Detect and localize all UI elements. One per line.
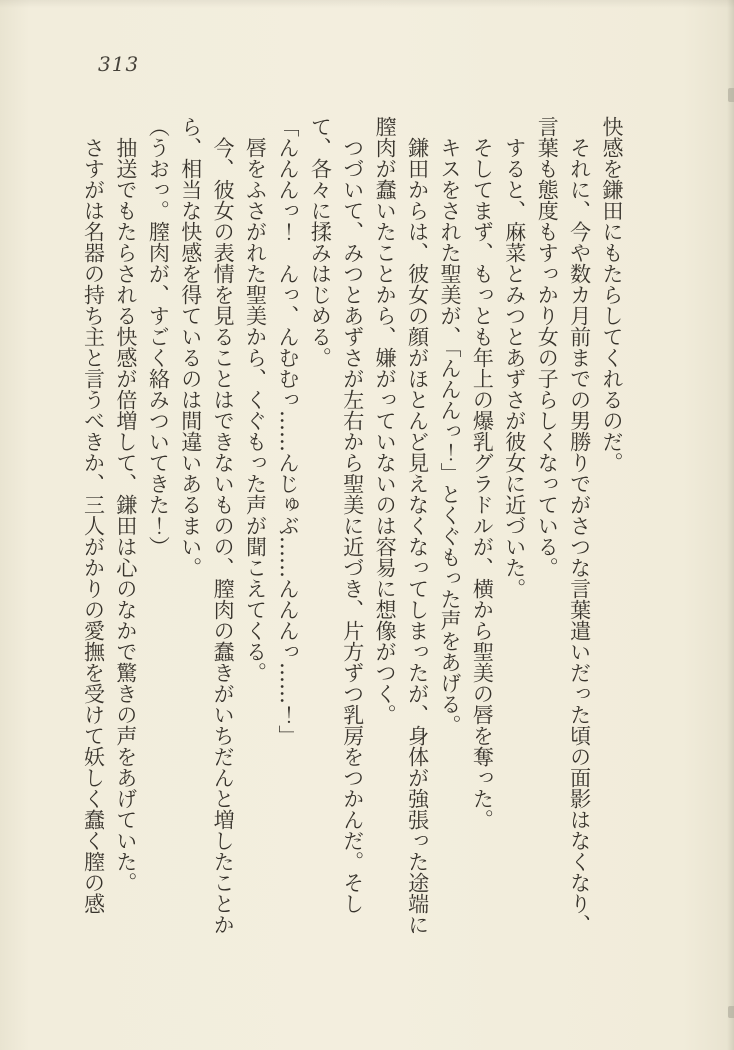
paragraph: 抽送でもたらされる快感が倍増して、鎌田は心のなかで驚きの声をあげていた。 [113,137,138,893]
paragraph: 「んんんっ！ んっ、んむむっ……んじゅぶ……んんんっ……！」 [275,116,300,746]
paragraph: さすがは名器の持ち主と言うべきか、三人がかりの愛撫を受けて妖しく蠢く膣の感 [81,137,106,914]
paragraph: キスをされた聖美が、「んんんっ！」とくぐもった声をあげる。 [437,137,462,736]
paragraph: 今、彼女の表情を見ることはできないものの、膣肉の蠢きがいちだんと増したことから、相当な快感を得ているのは間違いあるまい。 [178,116,236,935]
page-number: 313 [98,52,140,76]
paragraph: つづいて、みつとあずさが左右から聖美に近づき、片方ずつ乳房をつかんだ。そして、各々に揉みはじめる。 [308,116,365,914]
paragraph: すると、麻菜とみつとあずさが彼女に近づいた。 [502,137,527,599]
scan-edge-shadow-right [727,0,734,1050]
paragraph: （うおっ。膣肉が、すごく絡みついてきた！） [146,116,171,557]
paragraph: そしてまず、もっとも年上の爆乳グラドルが、横から聖美の唇を奪った。 [470,137,495,830]
paragraph: 唇をふさがれた聖美から、くぐもった声が聞こえてくる。 [243,137,268,683]
paragraph: 快感を鎌田にもたらしてくれるのだ。 [600,116,624,473]
page-text [77,116,628,942]
paragraph: 鎌田からは、彼女の顔がほとんど見えなくなってしまったが、身体が強張った途端に膣肉が蠢いたことから、嫌がっていないのは容易に想像がつく。 [373,116,430,935]
scan-edge-shadow-top [0,0,734,8]
binder-mark-top [728,88,734,102]
binder-mark-bottom [728,1006,734,1018]
paragraph: それに、今や数カ月前までの男勝りでがさつな言葉遣いだった頃の面影はなくなり、言葉も態度もすっかり女の子らしくなっている。 [535,116,592,935]
